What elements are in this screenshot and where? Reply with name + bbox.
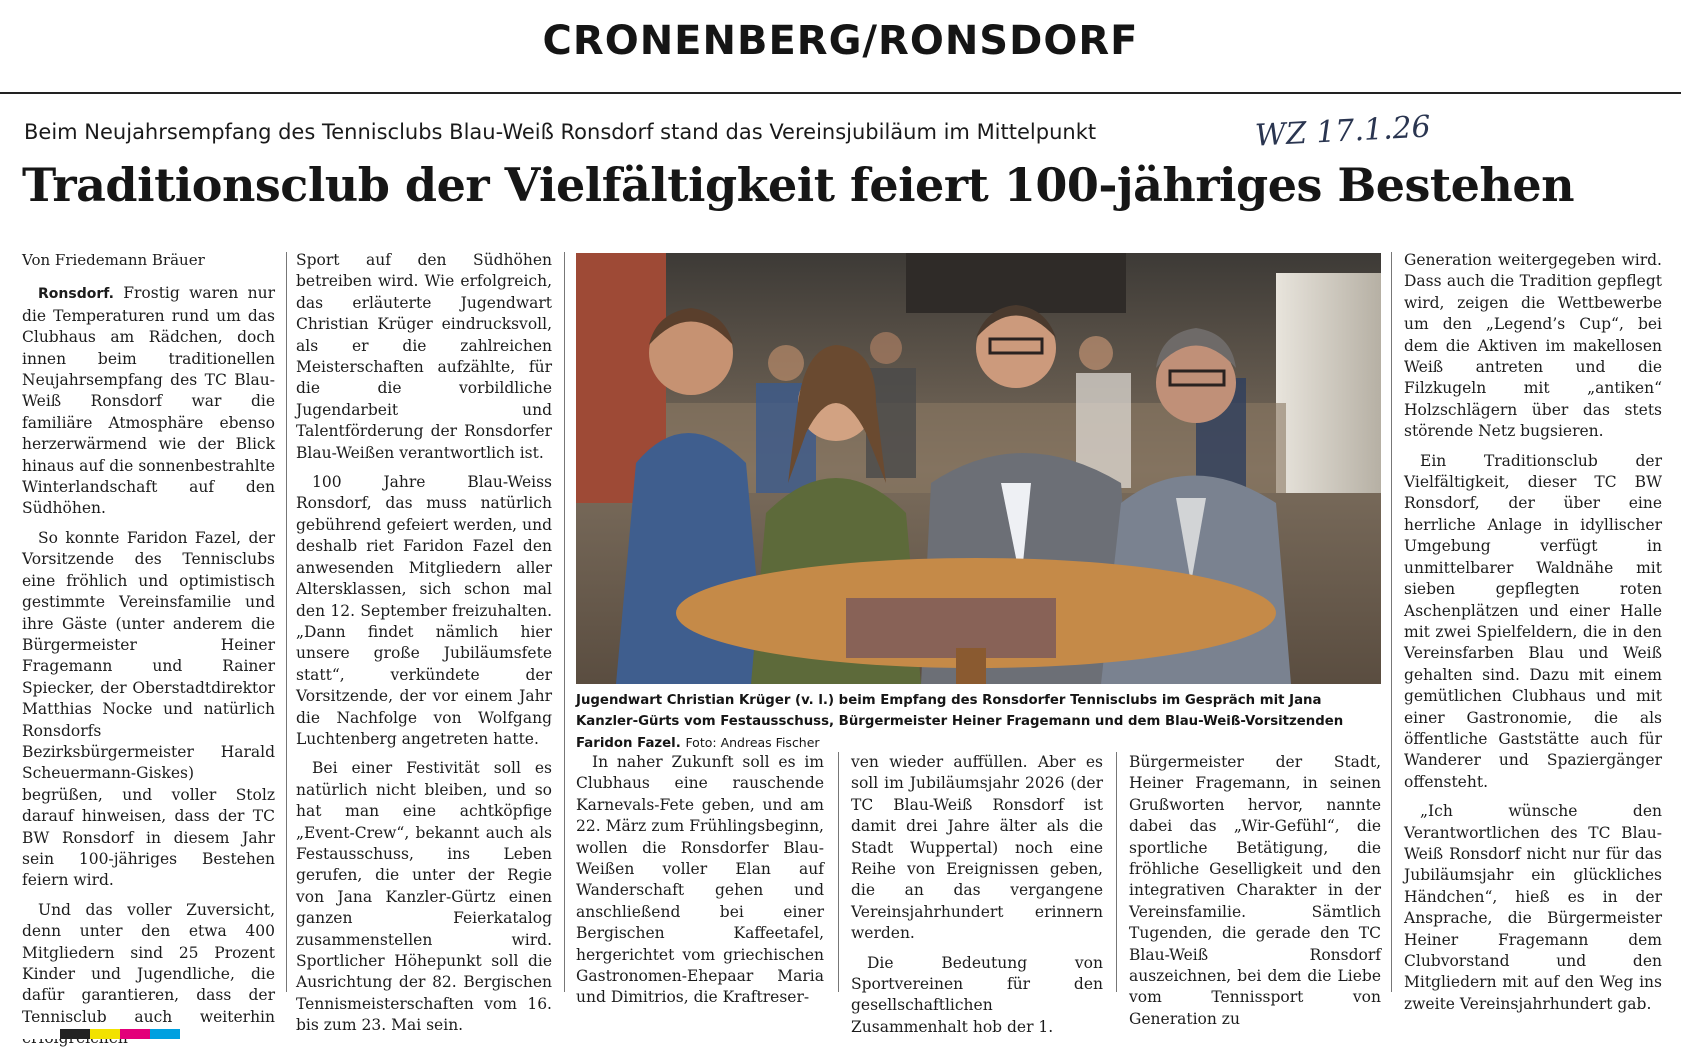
caption-text: Jugendwart Christian Krüger (v. l.) beim Empfang des Ronsdorfer Tennisclubs im Gespräch mit Jana Kanzler-Gürts vom Festausschuss, Bürgermeister Heiner Fragemann und dem Blau-Weiß-Vorsitzenden Faridon Fazel. bbox=[576, 693, 1344, 751]
photo-illustration bbox=[576, 253, 1381, 684]
paragraph: So konnte Faridon Fazel, der Vorsitzende des Tennisclubs eine fröhlich und optimistisch gestimmte Vereinsfamilie und ihre Gäste (unter anderem die Bürgermeister Heiner Fragemann und Rainer Spiecker, der Oberstadtdirektor Matthias Nocke und natürlich Ronsdorfs Bezirksbürgermeister Harald Scheuermann-Giskes) begrüßen, und voller Stolz darauf hinweisen, dass der TC BW Ronsdorf in diesem Jahr sein 100-jähriges Bestehen feiern wird. bbox=[22, 528, 275, 890]
paragraph: Bei einer Festivität soll es natürlich nicht bleiben, und so hat man eine achtköpfige „Event-Crew“, bekannt auch als Festausschuss, ins Leben gerufen, die unter der Regie von Jana Kanzler-Gürtz einen ganzen Feierkatalog zusammenstellen wird. Sportlicher Höhepunkt soll die Ausrichtung der 82. Bergischen Tennismeisterschaften vom 16. bis zum 23. Mai sein. bbox=[296, 759, 552, 1035]
paragraph: „Ich wünsche den Verantwortlichen des TC Blau-Weiß Ronsdorf nicht nur für das Jubiläumsjahr ein glückliches Händchen“, hieß es in der Ansprache, die Bürgermeister Heiner Fragemann dem Clubvorstand und den Mitgliedern mit auf den Weg ins zweite Vereinsjahrhundert gab. bbox=[1404, 802, 1662, 1013]
headline: Traditionsclub der Vielfältigkeit feiert 100-jähriges Bestehen bbox=[22, 158, 1575, 212]
photo-caption bbox=[576, 690, 1381, 754]
dateline: Ronsdorf. bbox=[38, 286, 114, 303]
paragraph: Generation weitergegeben wird. Dass auch die Tradition gepflegt wird, zeigen die Wettbewerbe um den „Legend’s Cup“, bei dem die Aktiven im makellosen Weiß antreten und die Filzkugeln mit „antiken“ Holzschlägern über das stets störende Netz bugsieren. bbox=[1404, 251, 1662, 441]
article-column-6 bbox=[1404, 250, 1662, 1013]
paragraph: ven wieder auffüllen. Aber es soll im Jubiläumsjahr 2026 (der TC Blau-Weiß Ronsdorf ist damit drei Jahre älter als die Stadt Wuppertal) noch eine Reihe von Ereignissen geben, die an das vergangene Vereinsjahrhundert erinnern werden. bbox=[851, 753, 1103, 943]
paragraph: In naher Zukunft soll es im Clubhaus eine rauschende Karnevals-Fete geben, und am 22. März zum Frühlingsbeginn, wollen die Ronsdorfer Blau-Weißen voller Elan auf Wanderschaft gehen und anschließend bei einer Bergischen Kaffeetafel, hergerichtet vom griechischen Gastronomen-Ehepaar Maria und Dimitrios, die Kraftreser- bbox=[576, 753, 824, 1007]
paragraph bbox=[22, 283, 275, 519]
article-column-2 bbox=[296, 250, 552, 1035]
print-color-bar bbox=[0, 1029, 200, 1039]
column-divider bbox=[564, 252, 565, 992]
column-divider bbox=[286, 252, 287, 992]
paragraph: Und das voller Zuversicht, denn unter den etwa 400 Mitgliedern sind 25 Prozent Kinder und Jugendliche, die dafür garantieren, dass der Tennisclub auch weiterhin bbox=[22, 900, 275, 1026]
article-column-1 bbox=[22, 250, 275, 1026]
article-photo bbox=[576, 253, 1381, 684]
paragraph: Sport auf den Südhöhen betreiben wird. Wie erfolgreich, das erläuterte Jugendwart Christian Krüger eindrucksvoll, als er die zahlreichen Meisterschaften aufzählte, für die die vorbildliche Jugendarbeit und Talentförderung der Ronsdorfer Blau-Weißen verantwortlich ist. bbox=[296, 251, 552, 462]
section-title: CRONENBERG/RONSDORF bbox=[542, 18, 1139, 64]
paragraph: Ein Traditionsclub der Vielfältigkeit, dieser TC BW Ronsdorf, der über eine herrliche Anlage in idyllischer Umgebung verfügt in unmittelbarer Waldnähe mit sieben gepflegten roten Aschenplätzen und einer Halle mit zwei Spielfeldern, die in den Vereinsfarben Blau und Weiß gehalten sind. Dazu mit einem gemütlichen Clubhaus und mit einer Gastronomie, die als öffentliche Gaststätte auch für Wanderer und Spaziergänger offensteht. bbox=[1404, 451, 1662, 791]
top-rule bbox=[0, 92, 1681, 94]
paragraph: Bürgermeister der Stadt, Heiner Fragemann, in seinen Grußworten hervor, nannte dabei das „Wir-Gefühl“, die sportliche Betätigung, die fröhliche Geselligkeit und den integrativen Charakter in der Vereinsfamilie. Sämtlich Tugenden, die gerade den TC Blau-Weiß Ronsdorf auszeichnen, bei dem die Liebe vom Tennissport von Generation zu bbox=[1129, 753, 1381, 1028]
paragraph: 100 Jahre Blau-Weiss Ronsdorf, das muss natürlich gebührend gefeiert werden, und deshalb riet Faridon Fazel den anwesenden Mitgliedern aller Altersklassen, sich schon mal den 12. September freizuhalten. „Dann findet nämlich hier unsere große Jubiläumsfete statt“, verkündete der Vorsitzende, der vor einem Jahr die Nachfolge von Wolfgang Luchtenberg angetreten hatte. bbox=[296, 473, 552, 748]
paragraph: Die Bedeutung von Sportvereinen für den gesellschaftlichen Zusammenhalt hob der 1. bbox=[851, 953, 1103, 1036]
column-divider bbox=[1116, 752, 1117, 992]
article-column-4 bbox=[851, 752, 1103, 1036]
photo-credit: Foto: Andreas Fischer bbox=[685, 735, 820, 750]
paragraph-text: Frostig waren nur die Temperaturen rund um das Clubhaus am Rädchen, doch innen beim traditionellen Neujahrsempfang des TC Blau-Weiß Ronsdorf war die familiäre Atmosphäre ebenso herzerwärmend wie der Blick hinaus auf die sonnenbestrahlte Winterlandschaft auf den Südhöhen. bbox=[22, 284, 275, 518]
kicker: Beim Neujahrsempfang des Tennisclubs Blau-Weiß Ronsdorf stand das Vereinsjubiläum im Mittelpunkt bbox=[24, 120, 1097, 144]
article-column-3 bbox=[576, 752, 824, 1007]
article-column-5 bbox=[1129, 752, 1381, 1028]
byline: Von Friedemann Bräuer bbox=[22, 251, 205, 269]
column-divider bbox=[1391, 252, 1392, 992]
handwritten-note: WZ 17.1.26 bbox=[1254, 109, 1432, 154]
column-divider bbox=[838, 752, 839, 992]
